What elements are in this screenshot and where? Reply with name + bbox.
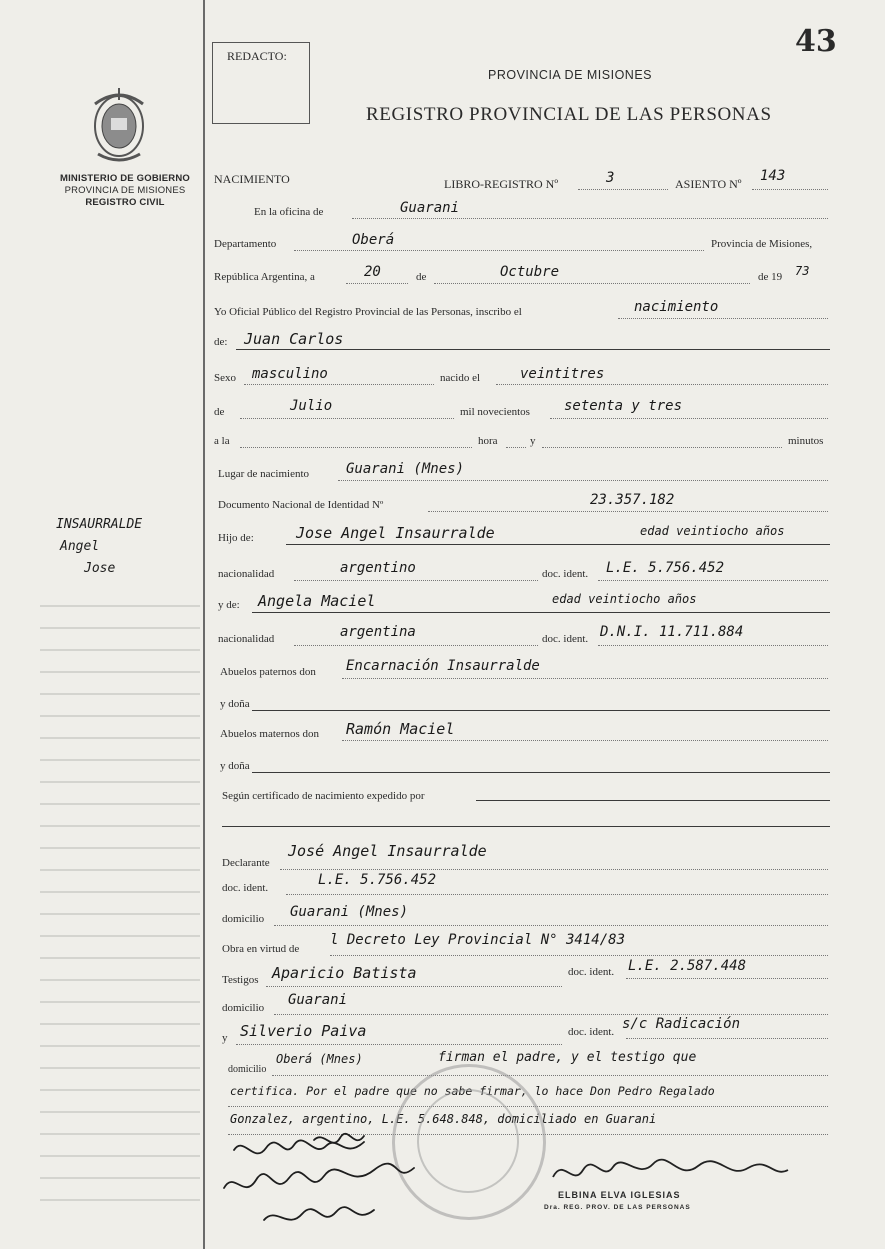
province-heading: PROVINCIA DE MISIONES [488,68,653,82]
doc-declarante-value: L.E. 5.756.452 [318,872,437,888]
margin-annotation [56,514,142,580]
domicilio-1-label: domicilio [222,913,265,925]
abuelos-paternos-value: Encarnación Insaurralde [346,658,540,674]
margin-note-line2: Angel [60,539,100,554]
a-la-label: a la [214,435,230,447]
asiento-value: 143 [760,168,786,184]
official-signature-scribble [548,1152,798,1192]
testigo-1-line [266,986,562,987]
abuelos-paternos-line [342,678,828,679]
ministry-line1: MINISTERIO DE GOBIERNO [59,173,191,184]
official-title: Dra. REG. PROV. DE LAS PERSONAS [544,1204,691,1211]
certificado-line [476,800,830,801]
minutos-label: minutos [788,435,824,447]
margin-note-line1: INSAURRALDE [56,517,143,532]
padre-line [286,544,830,545]
nacionalidad-padre-value: argentino [340,560,416,576]
doc-testigo-1-value: L.E. 2.587.448 [628,958,747,974]
signatures-scribble [214,1130,574,1240]
minutos-line [542,447,782,448]
note-line-1: firman el padre, y el testigo que [438,1050,697,1065]
margin-note-line3: Jose [84,561,116,576]
testigo-1-value: Aparicio Batista [272,964,417,982]
certificado-label: Según certificado de nacimiento expedido por [222,790,425,802]
redacto-box [212,42,310,124]
margin-divider [203,0,205,1249]
redacto-label: REDACTO: [227,49,287,63]
oficina-value: Guarani [400,200,460,216]
year-value: 73 [795,264,810,278]
declarante-label: Declarante [222,857,270,869]
registry-heading: REGISTRO PROVINCIAL DE LAS PERSONAS [366,104,772,125]
y-dona-1-label: y doña [220,698,250,710]
mil-label: mil novecientos [460,406,530,418]
yo-oficial-label: Yo Oficial Público del Registro Provincial de las Personas, inscribo el [214,306,522,318]
declarante-line [280,869,828,870]
doc-padre-label: doc. ident. [542,568,589,580]
name-value: Juan Carlos [244,330,344,348]
obra-label: Obra en virtud de [222,943,300,955]
domicilio-3-label: domicilio [228,1064,267,1075]
doc-madre-line [598,645,828,646]
month-line [434,283,750,284]
coat-of-arms-icon [86,84,152,164]
hora-label: hora [478,435,498,447]
domicilio-2-line [274,1014,828,1015]
doc-testigo-1-line [626,978,828,979]
y-de-label: y de: [218,599,240,611]
dni-line [428,511,828,512]
ministry-line3: REGISTRO CIVIL [85,197,165,208]
abuelos-maternos-line [342,740,828,741]
dona-2-line [252,772,830,773]
ministry-line2: PROVINCIA DE MISIONES [64,185,186,196]
hijo-label: Hijo de: [218,532,254,544]
inscribo-value: nacimiento [634,299,719,315]
nacido-label: nacido el [440,372,481,384]
ministry-header [40,173,210,209]
departamento-value: Oberá [352,232,395,248]
testigo-2-value: Silverio Paiva [240,1022,367,1040]
doc-padre-line [598,580,828,581]
nacionalidad-madre-label: nacionalidad [218,633,275,645]
provincia-label: Provincia de Misiones, [711,238,813,250]
nacionalidad-padre-line [294,580,538,581]
abuelos-maternos-label: Abuelos maternos don [220,728,319,740]
note-line-2: certifica. Por el padre que no sabe firmar, lo hace Don Pedro Regalado [230,1084,715,1098]
doc-madre-label: doc. ident. [542,633,589,645]
dni-label: Documento Nacional de Identidad Nº [218,499,384,511]
domicilio-1-line [274,925,828,926]
lugar-value: Guarani (Mnes) [346,461,465,477]
obra-line [330,955,828,956]
de-label: de [416,271,427,283]
padre-edad: edad veintiocho años [640,524,785,538]
left-margin [0,0,203,1249]
testigos-label: Testigos [222,974,259,986]
doc-declarante-label: doc. ident. [222,882,269,894]
official-name: ELBINA ELVA IGLESIAS [558,1190,681,1200]
libro-value: 3 [606,170,615,186]
doc-testigo-2-line [626,1038,828,1039]
oficina-line [352,218,828,219]
domicilio-3-line [272,1075,828,1076]
month-value: Octubre [500,264,560,280]
day-line [346,283,408,284]
lugar-line [338,480,828,481]
testigo-2-line [236,1044,562,1045]
y-label: y [530,435,536,447]
departamento-line [294,250,704,251]
birth-month-line [240,418,454,419]
domicilio-2-value: Guarani [288,992,348,1008]
sexo-line [244,384,434,385]
y-testigo-2-label: y [222,1032,228,1044]
libro-line [578,189,668,190]
dni-value: 23.357.182 [590,492,675,508]
nacido-line [496,384,828,385]
domicilio-1-value: Guarani (Mnes) [290,904,409,920]
doc-madre-value: D.N.I. 11.711.884 [600,624,744,640]
doc-declarante-line [286,894,828,895]
inscribo-line [618,318,828,319]
dona-1-line [252,710,830,711]
nacionalidad-padre-label: nacionalidad [218,568,275,580]
asiento-label: ASIENTO Nº [675,177,742,191]
lugar-label: Lugar de nacimiento [218,468,310,480]
doc-testigo-1-label: doc. ident. [568,966,615,978]
domicilio-2-label: domicilio [222,1002,265,1014]
birth-month-value: Julio [290,398,333,414]
declarante-value: José Angel Insaurralde [288,842,487,860]
certificado-line-2 [222,826,830,827]
sexo-value: masculino [252,366,328,382]
obra-value: l Decreto Ley Provincial N° 3414/83 [330,932,626,948]
oficina-label: En la oficina de [254,206,324,218]
departamento-label: Departamento [214,238,277,250]
libro-label: LIBRO-REGISTRO Nº [444,177,559,191]
note-line-3: Gonzalez, argentino, L.E. 5.648.848, domiciliado en Guarani [230,1112,657,1126]
birth-year-line [550,418,828,419]
nacionalidad-madre-line [294,645,538,646]
madre-line [252,612,830,613]
sexo-label: Sexo [214,372,236,384]
doc-padre-value: L.E. 5.756.452 [606,560,725,576]
year-label: de 19 [758,271,783,283]
birth-year-value: setenta y tres [564,398,683,414]
abuelos-maternos-value: Ramón Maciel [346,720,455,738]
asiento-line [752,189,828,190]
y-dona-2-label: y doña [220,760,250,772]
madre-value: Angela Maciel [258,592,376,610]
republica-label: República Argentina, a [214,271,315,283]
domicilio-3-value: Oberá (Mnes) [276,1052,363,1066]
de-month-label: de [214,406,225,418]
madre-edad: edad veintiocho años [552,592,697,606]
nacionalidad-madre-value: argentina [340,624,416,640]
page-number: 43 [795,24,837,59]
record-type: NACIMIENTO [214,172,290,186]
hora-line [240,447,472,448]
name-line [236,349,830,350]
nacido-value: veintitres [520,366,605,382]
doc-testigo-2-value: s/c Radicación [622,1016,741,1032]
de-name-label: de: [214,336,228,348]
hora-gap-line [506,447,526,448]
padre-value: Jose Angel Insaurralde [296,524,495,542]
day-value: 20 [364,264,381,280]
doc-testigo-2-label: doc. ident. [568,1026,615,1038]
abuelos-paternos-label: Abuelos paternos don [220,666,316,678]
